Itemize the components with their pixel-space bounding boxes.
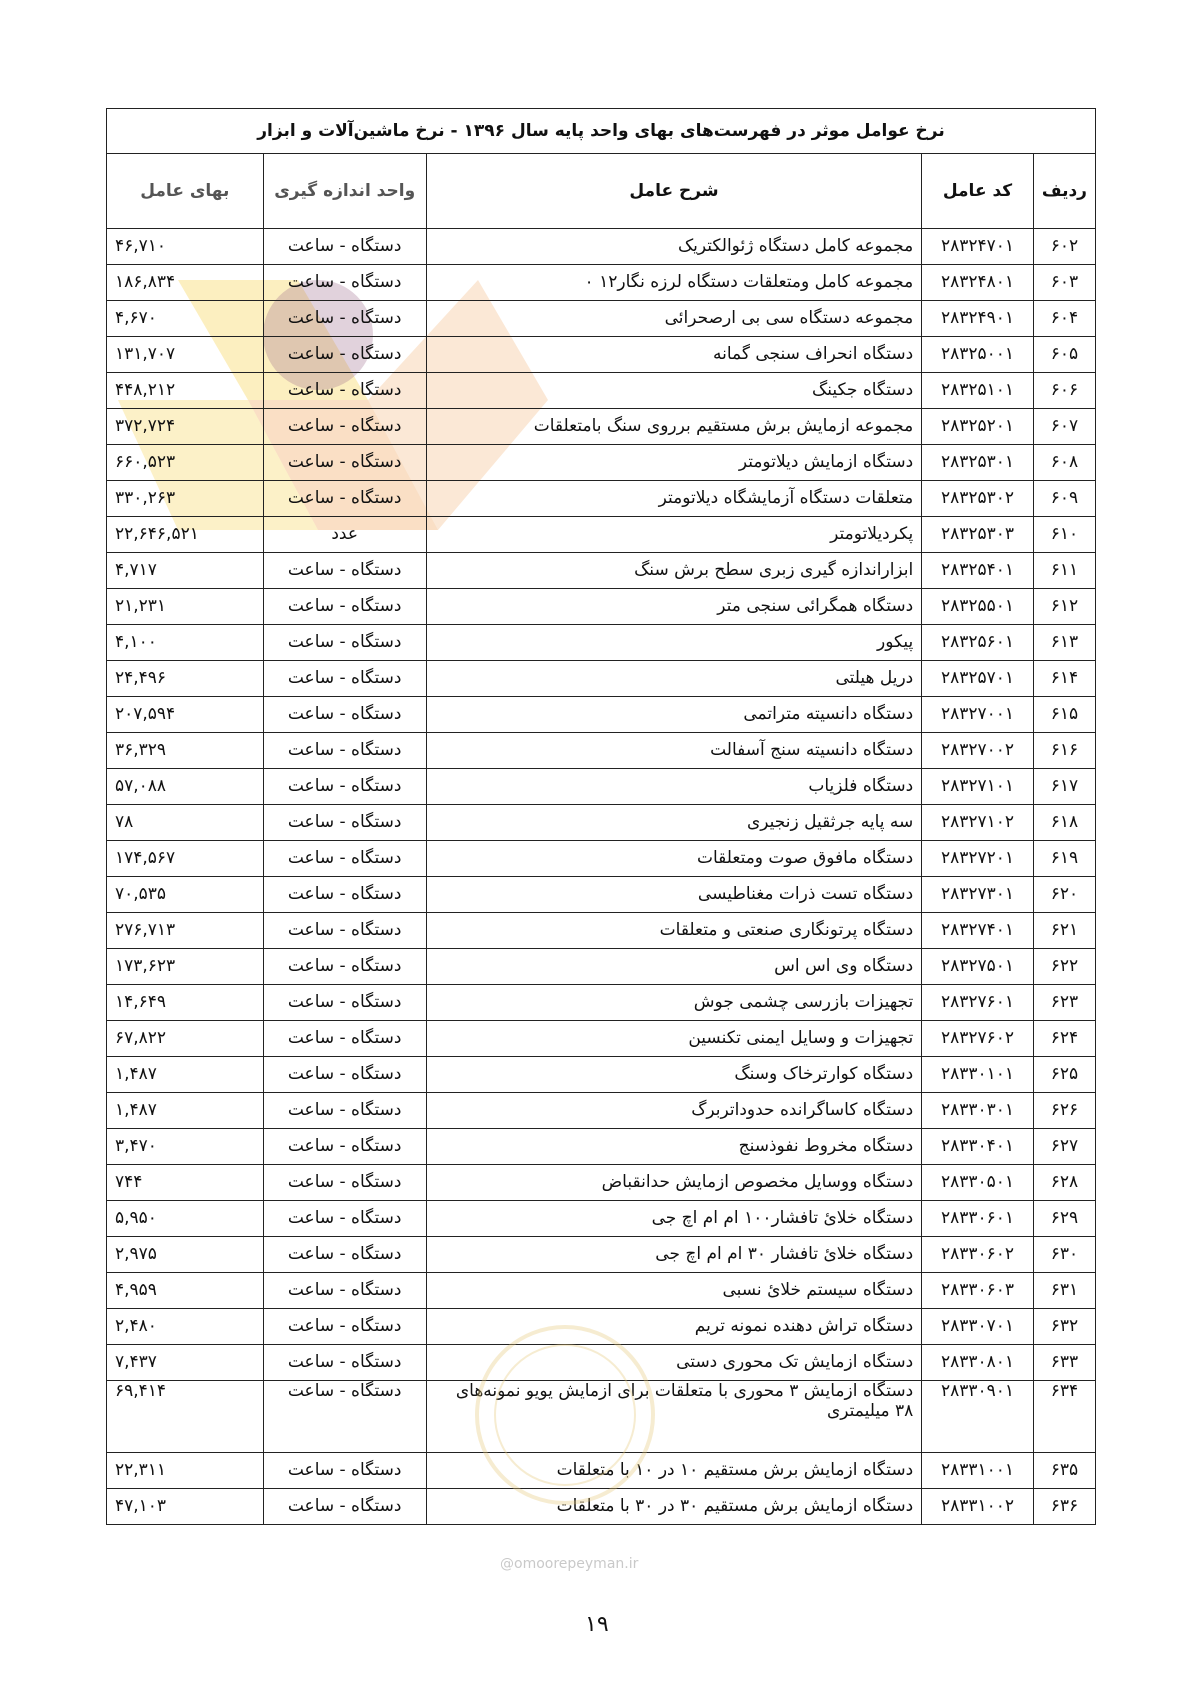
row-index: ۶۳۰ bbox=[1033, 1237, 1095, 1273]
table-row bbox=[107, 877, 1096, 913]
table-row bbox=[107, 1273, 1096, 1309]
factor-price: ۶۹,۴۱۴ bbox=[107, 1381, 264, 1453]
factor-price: ۲,۹۷۵ bbox=[107, 1237, 264, 1273]
factor-code: ۲۸۳۲۴۸۰۱ bbox=[922, 265, 1034, 301]
row-index: ۶۲۰ bbox=[1033, 877, 1095, 913]
table-row bbox=[107, 481, 1096, 517]
factor-code: ۲۸۳۲۷۶۰۱ bbox=[922, 985, 1034, 1021]
factor-price: ۲۲,۶۴۶,۵۲۱ bbox=[107, 517, 264, 553]
factor-code: ۲۸۳۲۵۵۰۱ bbox=[922, 589, 1034, 625]
unit-of-measure: دستگاه - ساعت bbox=[263, 1309, 426, 1345]
factor-price: ۱۷۴,۵۶۷ bbox=[107, 841, 264, 877]
row-index: ۶۲۶ bbox=[1033, 1093, 1095, 1129]
factor-price: ۵۷,۰۸۸ bbox=[107, 769, 264, 805]
factor-price: ۱۳۱,۷۰۷ bbox=[107, 337, 264, 373]
factor-description: دستگاه جکینگ bbox=[426, 373, 922, 409]
factor-description: دستگاه خلائ تافشار ۳۰ ام ام اچ جی bbox=[426, 1237, 922, 1273]
table-row bbox=[107, 301, 1096, 337]
factor-description: متعلقات دستگاه آزمایشگاه دیلاتومتر bbox=[426, 481, 922, 517]
factor-price: ۴,۱۰۰ bbox=[107, 625, 264, 661]
factor-code: ۲۸۳۲۵۲۰۱ bbox=[922, 409, 1034, 445]
unit-of-measure: دستگاه - ساعت bbox=[263, 337, 426, 373]
row-index: ۶۰۵ bbox=[1033, 337, 1095, 373]
row-index: ۶۳۶ bbox=[1033, 1489, 1095, 1525]
row-index: ۶۱۵ bbox=[1033, 697, 1095, 733]
factor-code: ۲۸۳۲۷۶۰۲ bbox=[922, 1021, 1034, 1057]
table-row bbox=[107, 589, 1096, 625]
factor-description: دریل هیلتی bbox=[426, 661, 922, 697]
factor-price: ۴۷,۱۰۳ bbox=[107, 1489, 264, 1525]
factor-price: ۳۶,۳۲۹ bbox=[107, 733, 264, 769]
table-row bbox=[107, 769, 1096, 805]
table-row bbox=[107, 1129, 1096, 1165]
site-watermark: @omoorepeyman.ir bbox=[500, 1556, 639, 1572]
row-index: ۶۱۷ bbox=[1033, 769, 1095, 805]
unit-of-measure: دستگاه - ساعت bbox=[263, 1273, 426, 1309]
unit-of-measure: دستگاه - ساعت bbox=[263, 409, 426, 445]
factor-code: ۲۸۳۲۷۵۰۱ bbox=[922, 949, 1034, 985]
unit-of-measure: دستگاه - ساعت bbox=[263, 373, 426, 409]
factor-code: ۲۸۳۳۰۷۰۱ bbox=[922, 1309, 1034, 1345]
table-row bbox=[107, 733, 1096, 769]
factor-price: ۳۳۰,۲۶۳ bbox=[107, 481, 264, 517]
table-row bbox=[107, 1057, 1096, 1093]
factor-description: مجموعه کامل ومتعلقات دستگاه لرزه نگار۱۲ ۰ bbox=[426, 265, 922, 301]
header-code: کد عامل bbox=[922, 154, 1034, 229]
factor-price: ۲۰۷,۵۹۴ bbox=[107, 697, 264, 733]
row-index: ۶۲۷ bbox=[1033, 1129, 1095, 1165]
row-index: ۶۱۲ bbox=[1033, 589, 1095, 625]
row-index: ۶۱۶ bbox=[1033, 733, 1095, 769]
unit-of-measure: دستگاه - ساعت bbox=[263, 733, 426, 769]
row-index: ۶۱۹ bbox=[1033, 841, 1095, 877]
factor-price: ۴,۶۷۰ bbox=[107, 301, 264, 337]
factor-code: ۲۸۳۳۰۴۰۱ bbox=[922, 1129, 1034, 1165]
factor-code: ۲۸۳۳۰۹۰۱ bbox=[922, 1381, 1034, 1453]
unit-of-measure: دستگاه - ساعت bbox=[263, 589, 426, 625]
row-index: ۶۱۸ bbox=[1033, 805, 1095, 841]
factor-description: دستگاه کاساگرانده حدوداتربرگ bbox=[426, 1093, 922, 1129]
factor-code: ۲۸۳۲۷۲۰۱ bbox=[922, 841, 1034, 877]
table-row bbox=[107, 985, 1096, 1021]
factor-description: دستگاه انحراف سنجی گمانه bbox=[426, 337, 922, 373]
row-index: ۶۰۶ bbox=[1033, 373, 1095, 409]
factor-description: مجموعه ازمایش برش مستقیم برروی سنگ بامتعلقات bbox=[426, 409, 922, 445]
factor-price: ۶۶۰,۵۲۳ bbox=[107, 445, 264, 481]
factor-code: ۲۸۳۳۱۰۰۲ bbox=[922, 1489, 1034, 1525]
table-row bbox=[107, 661, 1096, 697]
row-index: ۶۱۳ bbox=[1033, 625, 1095, 661]
factor-description: ابزاراندازه گیری زبری سطح برش سنگ bbox=[426, 553, 922, 589]
row-index: ۶۲۱ bbox=[1033, 913, 1095, 949]
factor-description: دستگاه ازمایش ۳ محوری با متعلقات برای ازمایش یویو نمونه‌های ۳۸ میلیمتری bbox=[426, 1381, 922, 1453]
factor-code: ۲۸۳۳۱۰۰۱ bbox=[922, 1453, 1034, 1489]
factor-description: دستگاه ازمایش تک محوری دستی bbox=[426, 1345, 922, 1381]
table-row bbox=[107, 697, 1096, 733]
row-index: ۶۲۴ bbox=[1033, 1021, 1095, 1057]
row-index: ۶۰۷ bbox=[1033, 409, 1095, 445]
factor-description: دستگاه دانسیته سنج آسفالت bbox=[426, 733, 922, 769]
page-number: ۱۹ bbox=[585, 1612, 609, 1637]
unit-of-measure: دستگاه - ساعت bbox=[263, 553, 426, 589]
table-row bbox=[107, 229, 1096, 265]
table-row bbox=[107, 805, 1096, 841]
row-index: ۶۰۲ bbox=[1033, 229, 1095, 265]
factor-description: دستگاه سیستم خلائ نسبی bbox=[426, 1273, 922, 1309]
table-row bbox=[107, 913, 1096, 949]
factor-price: ۵,۹۵۰ bbox=[107, 1201, 264, 1237]
factor-description: دستگاه وی اس اس bbox=[426, 949, 922, 985]
table-row bbox=[107, 373, 1096, 409]
unit-of-measure: دستگاه - ساعت bbox=[263, 1453, 426, 1489]
factor-price: ۶۷,۸۲۲ bbox=[107, 1021, 264, 1057]
row-index: ۶۱۰ bbox=[1033, 517, 1095, 553]
factor-price: ۱۷۳,۶۲۳ bbox=[107, 949, 264, 985]
factor-description: دستگاه پرتونگاری صنعتی و متعلقات bbox=[426, 913, 922, 949]
row-index: ۶۳۴ bbox=[1033, 1381, 1095, 1453]
unit-of-measure: دستگاه - ساعت bbox=[263, 877, 426, 913]
factor-price: ۱۴,۶۴۹ bbox=[107, 985, 264, 1021]
factor-description: دستگاه تست ذرات مغناطیسی bbox=[426, 877, 922, 913]
row-index: ۶۰۴ bbox=[1033, 301, 1095, 337]
factor-code: ۲۸۳۳۰۶۰۲ bbox=[922, 1237, 1034, 1273]
factor-price: ۲۲,۳۱۱ bbox=[107, 1453, 264, 1489]
unit-of-measure: دستگاه - ساعت bbox=[263, 1057, 426, 1093]
factor-code: ۲۸۳۳۰۱۰۱ bbox=[922, 1057, 1034, 1093]
factor-code: ۲۸۳۲۵۷۰۱ bbox=[922, 661, 1034, 697]
unit-of-measure: دستگاه - ساعت bbox=[263, 1381, 426, 1453]
row-index: ۶۱۱ bbox=[1033, 553, 1095, 589]
table-row bbox=[107, 337, 1096, 373]
unit-of-measure: دستگاه - ساعت bbox=[263, 1129, 426, 1165]
header-price: بهای عامل bbox=[107, 154, 264, 229]
table-row bbox=[107, 1165, 1096, 1201]
row-index: ۶۱۴ bbox=[1033, 661, 1095, 697]
table-row bbox=[107, 445, 1096, 481]
unit-of-measure: دستگاه - ساعت bbox=[263, 229, 426, 265]
row-index: ۶۳۵ bbox=[1033, 1453, 1095, 1489]
factor-price: ۲۷۶,۷۱۳ bbox=[107, 913, 264, 949]
factor-price: ۲,۴۸۰ bbox=[107, 1309, 264, 1345]
unit-of-measure: دستگاه - ساعت bbox=[263, 1489, 426, 1525]
table-row bbox=[107, 841, 1096, 877]
factor-code: ۲۸۳۲۴۷۰۱ bbox=[922, 229, 1034, 265]
factor-code: ۲۸۳۲۵۳۰۳ bbox=[922, 517, 1034, 553]
factor-price: ۱,۴۸۷ bbox=[107, 1057, 264, 1093]
factor-price: ۳۷۲,۷۲۴ bbox=[107, 409, 264, 445]
factor-description: تجهیزات و وسایل ایمنی تکنسین bbox=[426, 1021, 922, 1057]
table-row bbox=[107, 1489, 1096, 1525]
factor-price: ۷۸ bbox=[107, 805, 264, 841]
price-table bbox=[106, 108, 1096, 1525]
factor-code: ۲۸۳۲۵۰۰۱ bbox=[922, 337, 1034, 373]
table-row bbox=[107, 409, 1096, 445]
factor-code: ۲۸۳۲۷۰۰۱ bbox=[922, 697, 1034, 733]
factor-code: ۲۸۳۲۵۱۰۱ bbox=[922, 373, 1034, 409]
factor-price: ۳,۴۷۰ bbox=[107, 1129, 264, 1165]
unit-of-measure: عدد bbox=[263, 517, 426, 553]
factor-code: ۲۸۳۲۷۱۰۲ bbox=[922, 805, 1034, 841]
table-row bbox=[107, 1093, 1096, 1129]
factor-price: ۷,۴۳۷ bbox=[107, 1345, 264, 1381]
row-index: ۶۰۸ bbox=[1033, 445, 1095, 481]
factor-description: دستگاه تراش دهنده نمونه تریم bbox=[426, 1309, 922, 1345]
unit-of-measure: دستگاه - ساعت bbox=[263, 1201, 426, 1237]
unit-of-measure: دستگاه - ساعت bbox=[263, 697, 426, 733]
table-row bbox=[107, 553, 1096, 589]
factor-price: ۴۶,۷۱۰ bbox=[107, 229, 264, 265]
factor-description: دستگاه ازمایش دیلاتومتر bbox=[426, 445, 922, 481]
factor-description: مجموعه دستگاه سی بی ارصحرائی bbox=[426, 301, 922, 337]
row-index: ۶۲۲ bbox=[1033, 949, 1095, 985]
factor-description: دستگاه دانسیته متراتمی bbox=[426, 697, 922, 733]
factor-code: ۲۸۳۲۷۰۰۲ bbox=[922, 733, 1034, 769]
factor-description: پیکور bbox=[426, 625, 922, 661]
factor-code: ۲۸۳۳۰۶۰۳ bbox=[922, 1273, 1034, 1309]
factor-price: ۲۴,۴۹۶ bbox=[107, 661, 264, 697]
unit-of-measure: دستگاه - ساعت bbox=[263, 1345, 426, 1381]
unit-of-measure: دستگاه - ساعت bbox=[263, 265, 426, 301]
table-row bbox=[107, 1345, 1096, 1381]
row-index: ۶۳۳ bbox=[1033, 1345, 1095, 1381]
factor-code: ۲۸۳۳۰۸۰۱ bbox=[922, 1345, 1034, 1381]
factor-code: ۲۸۳۲۷۳۰۱ bbox=[922, 877, 1034, 913]
factor-description: سه پایه جرثقیل زنجیری bbox=[426, 805, 922, 841]
factor-code: ۲۸۳۲۴۹۰۱ bbox=[922, 301, 1034, 337]
factor-price: ۴,۹۵۹ bbox=[107, 1273, 264, 1309]
factor-description: دستگاه ازمایش برش مستقیم ۳۰ در ۳۰ با متعلقات bbox=[426, 1489, 922, 1525]
table-row bbox=[107, 265, 1096, 301]
table-row bbox=[107, 1021, 1096, 1057]
factor-description: مجموعه کامل دستگاه ژئوالکتریک bbox=[426, 229, 922, 265]
table-row bbox=[107, 1309, 1096, 1345]
factor-price: ۴۴۸,۲۱۲ bbox=[107, 373, 264, 409]
table-row bbox=[107, 517, 1096, 553]
row-index: ۶۲۸ bbox=[1033, 1165, 1095, 1201]
unit-of-measure: دستگاه - ساعت bbox=[263, 661, 426, 697]
factor-description: تجهیزات بازرسی چشمی جوش bbox=[426, 985, 922, 1021]
row-index: ۶۳۲ bbox=[1033, 1309, 1095, 1345]
factor-code: ۲۸۳۲۵۳۰۲ bbox=[922, 481, 1034, 517]
unit-of-measure: دستگاه - ساعت bbox=[263, 1093, 426, 1129]
table-title: نرخ عوامل موثر در فهرست‌های بهای واحد پایه سال ۱۳۹۶ - نرخ ماشین‌آلات و ابزار bbox=[107, 109, 1096, 154]
factor-price: ۱۸۶,۸۳۴ bbox=[107, 265, 264, 301]
factor-description: پکردیلاتومتر bbox=[426, 517, 922, 553]
unit-of-measure: دستگاه - ساعت bbox=[263, 949, 426, 985]
table-row bbox=[107, 625, 1096, 661]
unit-of-measure: دستگاه - ساعت bbox=[263, 1165, 426, 1201]
factor-code: ۲۸۳۲۷۱۰۱ bbox=[922, 769, 1034, 805]
factor-code: ۲۸۳۳۰۳۰۱ bbox=[922, 1093, 1034, 1129]
unit-of-measure: دستگاه - ساعت bbox=[263, 445, 426, 481]
row-index: ۶۲۵ bbox=[1033, 1057, 1095, 1093]
table-row bbox=[107, 1237, 1096, 1273]
unit-of-measure: دستگاه - ساعت bbox=[263, 805, 426, 841]
unit-of-measure: دستگاه - ساعت bbox=[263, 481, 426, 517]
row-index: ۶۲۳ bbox=[1033, 985, 1095, 1021]
factor-description: دستگاه ووسایل مخصوص ازمایش حدانقباض bbox=[426, 1165, 922, 1201]
row-index: ۶۲۹ bbox=[1033, 1201, 1095, 1237]
factor-code: ۲۸۳۳۰۶۰۱ bbox=[922, 1201, 1034, 1237]
row-index: ۶۰۹ bbox=[1033, 481, 1095, 517]
unit-of-measure: دستگاه - ساعت bbox=[263, 1021, 426, 1057]
table-row bbox=[107, 1201, 1096, 1237]
factor-code: ۲۸۳۲۵۳۰۱ bbox=[922, 445, 1034, 481]
factor-description: دستگاه مخروط نفوذسنج bbox=[426, 1129, 922, 1165]
unit-of-measure: دستگاه - ساعت bbox=[263, 913, 426, 949]
factor-price: ۴,۷۱۷ bbox=[107, 553, 264, 589]
factor-description: دستگاه ازمایش برش مستقیم ۱۰ در ۱۰ با متعلقات bbox=[426, 1453, 922, 1489]
factor-description: دستگاه مافوق صوت ومتعلقات bbox=[426, 841, 922, 877]
table-row bbox=[107, 1381, 1096, 1453]
header-row-number: ردیف bbox=[1033, 154, 1095, 229]
row-index: ۶۳۱ bbox=[1033, 1273, 1095, 1309]
unit-of-measure: دستگاه - ساعت bbox=[263, 841, 426, 877]
factor-code: ۲۸۳۳۰۵۰۱ bbox=[922, 1165, 1034, 1201]
unit-of-measure: دستگاه - ساعت bbox=[263, 301, 426, 337]
table-row bbox=[107, 1453, 1096, 1489]
factor-description: دستگاه کوارترخاک وسنگ bbox=[426, 1057, 922, 1093]
factor-code: ۲۸۳۲۵۶۰۱ bbox=[922, 625, 1034, 661]
table-row bbox=[107, 949, 1096, 985]
row-index: ۶۰۳ bbox=[1033, 265, 1095, 301]
factor-code: ۲۸۳۲۷۴۰۱ bbox=[922, 913, 1034, 949]
unit-of-measure: دستگاه - ساعت bbox=[263, 1237, 426, 1273]
factor-description: دستگاه خلائ تافشار۱۰۰ ام ام اچ جی bbox=[426, 1201, 922, 1237]
factor-price: ۷۴۴ bbox=[107, 1165, 264, 1201]
factor-price: ۱,۴۸۷ bbox=[107, 1093, 264, 1129]
unit-of-measure: دستگاه - ساعت bbox=[263, 625, 426, 661]
factor-price: ۲۱,۲۳۱ bbox=[107, 589, 264, 625]
factor-code: ۲۸۳۲۵۴۰۱ bbox=[922, 553, 1034, 589]
header-unit: واحد اندازه گیری bbox=[263, 154, 426, 229]
factor-price: ۷۰,۵۳۵ bbox=[107, 877, 264, 913]
header-description: شرح عامل bbox=[426, 154, 922, 229]
factor-description: دستگاه همگرائی سنجی متر bbox=[426, 589, 922, 625]
unit-of-measure: دستگاه - ساعت bbox=[263, 769, 426, 805]
unit-of-measure: دستگاه - ساعت bbox=[263, 985, 426, 1021]
factor-description: دستگاه فلزیاب bbox=[426, 769, 922, 805]
